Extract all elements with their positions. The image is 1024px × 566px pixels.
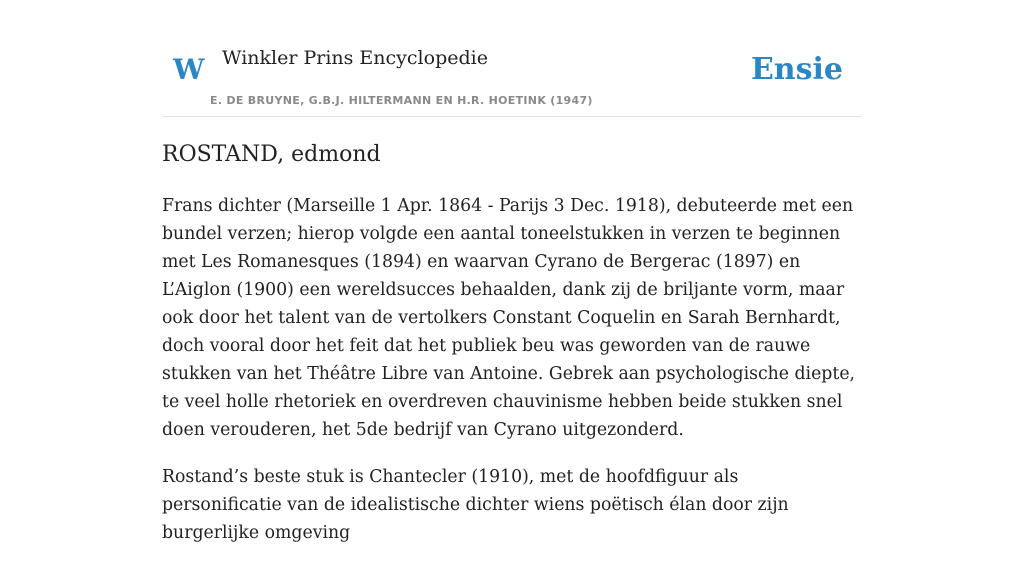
- article-body: [162, 192, 862, 566]
- site-title[interactable]: Winkler Prins Encyclopedie: [222, 47, 488, 69]
- entry-title: ROSTAND, edmond: [162, 142, 381, 167]
- article-paragraph: Frans dichter (Marseille 1 Apr. 1864 - Parijs 3 Dec. 1918), debuteerde met een bundel verzen; hierop volgde een aantal toneelstukken in verzen te beginnen met Les Romanesques (1894) en waarvan Cyrano de Bergerac (1897) en L’Aiglon (1900) een wereldsucces behaalden, dank zij de briljante vorm, maar ook door het talent van de vertolkers Constant Coquelin en Sarah Bernhardt, doch vooral door het feit dat het publiek beu was geworden van de rauwe stukken van het Théâtre Libre van Antoine. Gebrek aan psychologische diepte, te veel holle rhetoriek en overdreven chauvinisme hebben beide stukken snel doen verouderen, het 5de bedrijf van Cyrano uitgezonderd.: [162, 196, 856, 440]
- article-paragraph: Rostand’s beste stuk is Chantecler (1910), met de hoofdfiguur als personificatie van de idealistische dichter wiens poëtisch élan door zijn burgerlijke omgeving: [162, 467, 789, 543]
- site-logo-w[interactable]: W: [173, 53, 205, 86]
- site-subtitle: E. DE BRUYNE, G.B.J. HILTERMANN EN H.R. HOETINK (1947): [210, 94, 593, 107]
- brand-logo[interactable]: Ensie: [750, 52, 843, 87]
- site-header: [162, 40, 862, 117]
